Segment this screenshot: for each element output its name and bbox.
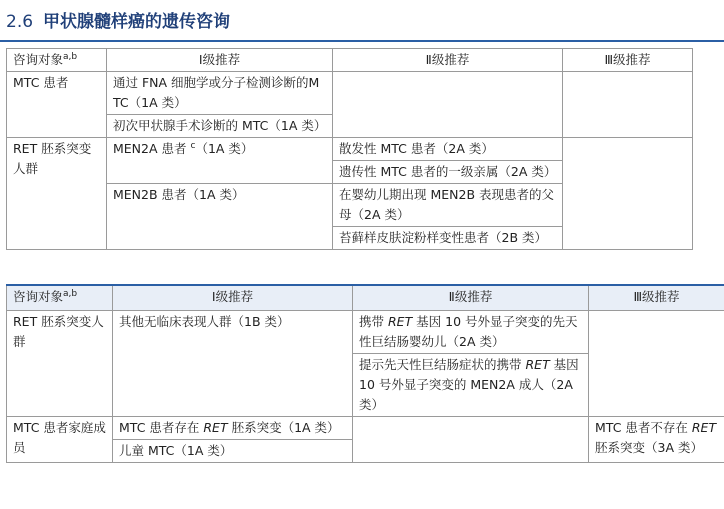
level2-cell: 在婴幼儿期出现 MEN2B 表现患者的父母（2A 类）	[333, 184, 563, 227]
level1-cell: 其他无临床表现人群（1B 类）	[113, 311, 353, 417]
table-row	[7, 417, 724, 440]
level2-cell: 提示先天性巨结肠症状的携带 RET 基因 10 号外显子突变的 MEN2A 成人（2A 类）	[353, 354, 589, 417]
header-level2: Ⅱ级推荐	[333, 49, 563, 72]
header-level2: Ⅱ级推荐	[353, 285, 589, 311]
level3-cell: MTC 患者不存在 RET 胚系突变（3A 类）	[589, 417, 724, 463]
header-level1: Ⅰ级推荐	[107, 49, 333, 72]
level1-cell: 通过 FNA 细胞学或分子检测诊断的MTC（1A 类）	[107, 72, 333, 115]
level2-cell-empty	[353, 417, 589, 463]
subject-cell: MTC 患者家庭成员	[7, 417, 113, 463]
header-subject: 咨询对象$^{a,b}$	[7, 285, 113, 311]
footnote-marker: c	[190, 140, 196, 151]
level1-cell: MTC 患者存在 RET 胚系突变（1A 类）	[113, 417, 353, 440]
level2-cell: 苔藓样皮肤淀粉样变性患者（2B 类）	[333, 227, 563, 250]
level3-cell-empty	[563, 72, 693, 138]
table-row	[7, 138, 693, 161]
section-number: 2.6	[6, 12, 34, 32]
section-divider	[0, 40, 724, 42]
table-header-row	[7, 49, 693, 72]
level1-cell: 儿童 MTC（1A 类）	[113, 440, 353, 463]
recommendation-table-2	[6, 284, 724, 463]
level2-cell: 携带 RET 基因 10 号外显子突变的先天性巨结肠婴幼儿（2A 类）	[353, 311, 589, 354]
table-row	[7, 311, 724, 354]
header-subject: 咨询对象$^{a,b}$	[7, 49, 107, 72]
subject-cell: MTC 患者	[7, 72, 107, 138]
level1-cell: MEN2B 患者（1A 类）	[107, 184, 333, 250]
header-footnote-marker: a,b	[63, 288, 78, 299]
recommendation-table-1	[6, 48, 693, 250]
level1-cell: MEN2A 患者 $^c$（1A 类）	[107, 138, 333, 184]
level3-cell-empty	[589, 311, 724, 417]
header-level1: Ⅰ级推荐	[113, 285, 353, 311]
header-level3: Ⅲ级推荐	[589, 285, 724, 311]
level2-cell: 散发性 MTC 患者（2A 类）	[333, 138, 563, 161]
level3-cell-empty	[563, 138, 693, 250]
level2-cell: 遗传性 MTC 患者的一级亲属（2A 类）	[333, 161, 563, 184]
header-footnote-marker: a,b	[63, 51, 78, 62]
table-header-row	[7, 285, 724, 311]
table-row	[7, 72, 693, 115]
subject-cell: RET 胚系突变人群	[7, 138, 107, 250]
section-title: 甲状腺髓样癌的遗传咨询	[43, 12, 231, 32]
level2-cell-empty	[333, 72, 563, 138]
section-header	[6, 12, 724, 32]
subject-cell: RET 胚系突变人群	[7, 311, 113, 417]
level1-cell: 初次甲状腺手术诊断的 MTC（1A 类）	[107, 115, 333, 138]
header-level3: Ⅲ级推荐	[563, 49, 693, 72]
